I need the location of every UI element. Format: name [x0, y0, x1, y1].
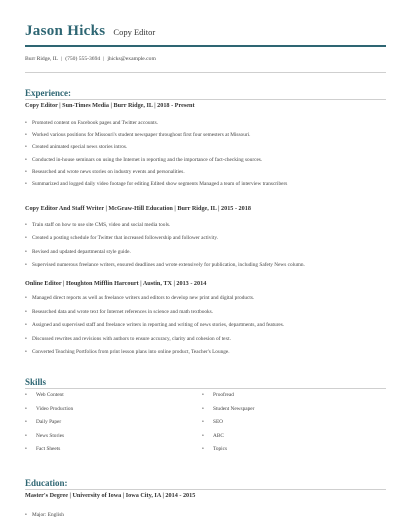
list-item: • Proofread — [202, 392, 372, 406]
list-item: • Fact Sheets — [25, 446, 195, 460]
skills-left-column — [25, 392, 195, 460]
list-item: • ABC — [202, 433, 372, 447]
contact-separator: | — [61, 56, 63, 62]
list-item: • Discussed rewrites and revisions with authors to ensure accuracy, clarity and cohesion of text. — [25, 336, 385, 350]
contact-email[interactable]: jhicks@example.com — [107, 56, 156, 62]
list-item: • Worked various positions for Missouri's student newspaper throughout first four semesters at Missouri. — [25, 132, 385, 144]
header — [25, 22, 155, 44]
contact-divider — [25, 72, 386, 73]
education-bullets — [25, 512, 385, 522]
list-item: • Managed direct reports as well as freelance writers and editors to develop new print and digital products. — [25, 295, 385, 309]
list-item: • Summarized and logged daily video footage for editing Edited show segments Managed a team of interview transcribers — [25, 181, 385, 193]
candidate-name: Jason Hicks — [25, 23, 106, 39]
list-item: • Promoted content on Facebook pages and Twitter accounts. — [25, 120, 385, 132]
list-item: • Student Newspaper — [202, 406, 372, 420]
job-bullets — [25, 120, 385, 193]
skills-divider — [25, 388, 386, 389]
education-divider — [25, 489, 386, 490]
list-item: • Train staff on how to use site CMS, video and social media tools. — [25, 222, 385, 235]
contact-location: Burr Ridge, IL — [25, 56, 59, 62]
list-item: • Researched and wrote news stories on industry events and personalities. — [25, 169, 385, 181]
skills-right-column — [202, 392, 372, 460]
job-header: Copy Editor And Staff Writer | McGraw-Hill Education | Burr Ridge, IL | 2015 - 2018 — [25, 205, 251, 212]
list-item: • Topics — [202, 446, 372, 460]
list-item: • Revised and updated departmental style guide. — [25, 249, 385, 262]
list-item: • Converted Teaching Portfolios from print lesson plans into online product, Teacher's Lounge. — [25, 349, 385, 363]
job-header: Online Editor | Houghton Mifflin Harcourt | Austin, TX | 2013 - 2014 — [25, 280, 207, 287]
job-header: Copy Editor | Sun-Times Media | Burr Ridge, IL | 2018 - Present — [25, 102, 195, 109]
contact-separator: | — [103, 56, 105, 62]
list-item: • Researched data and wrote text for Internet references in science and math textbooks. — [25, 309, 385, 323]
experience-divider — [25, 99, 386, 100]
list-item: • News Stories — [25, 433, 195, 447]
job-bullets — [25, 222, 385, 275]
header-divider — [25, 45, 386, 47]
list-item: • Daily Paper — [25, 419, 195, 433]
candidate-title: Copy Editor — [113, 27, 156, 37]
list-item: • Created animated special news stories intros. — [25, 144, 385, 156]
job-bullets — [25, 295, 385, 363]
list-item: • SEO — [202, 419, 372, 433]
contact-line — [25, 56, 156, 62]
list-item: • Major: English — [25, 512, 385, 522]
list-item: • Video Production — [25, 406, 195, 420]
list-item: • Assigned and supervised staff and freelance writers in reporting and writing of news stories, departments, and features. — [25, 322, 385, 336]
education-heading: Education: — [25, 478, 68, 488]
list-item: • Conducted in-house seminars on using the Internet in reporting and the importance of fact-checking sources. — [25, 157, 385, 169]
list-item: • Created a posting schedule for Twitter that increased followership and follower activity. — [25, 235, 385, 248]
list-item: • Supervised numerous freelance writers, ensured deadlines and wrote extensively for publication, including Safety News column. — [25, 262, 385, 275]
skills-heading: Skills — [25, 377, 47, 387]
experience-heading: Experience: — [25, 88, 71, 98]
list-item: • Web Content — [25, 392, 195, 406]
contact-phone: (750) 555-3694 — [65, 56, 101, 62]
degree-header: Master's Degree | University of Iowa | Iowa City, IA | 2014 - 2015 — [25, 492, 196, 499]
